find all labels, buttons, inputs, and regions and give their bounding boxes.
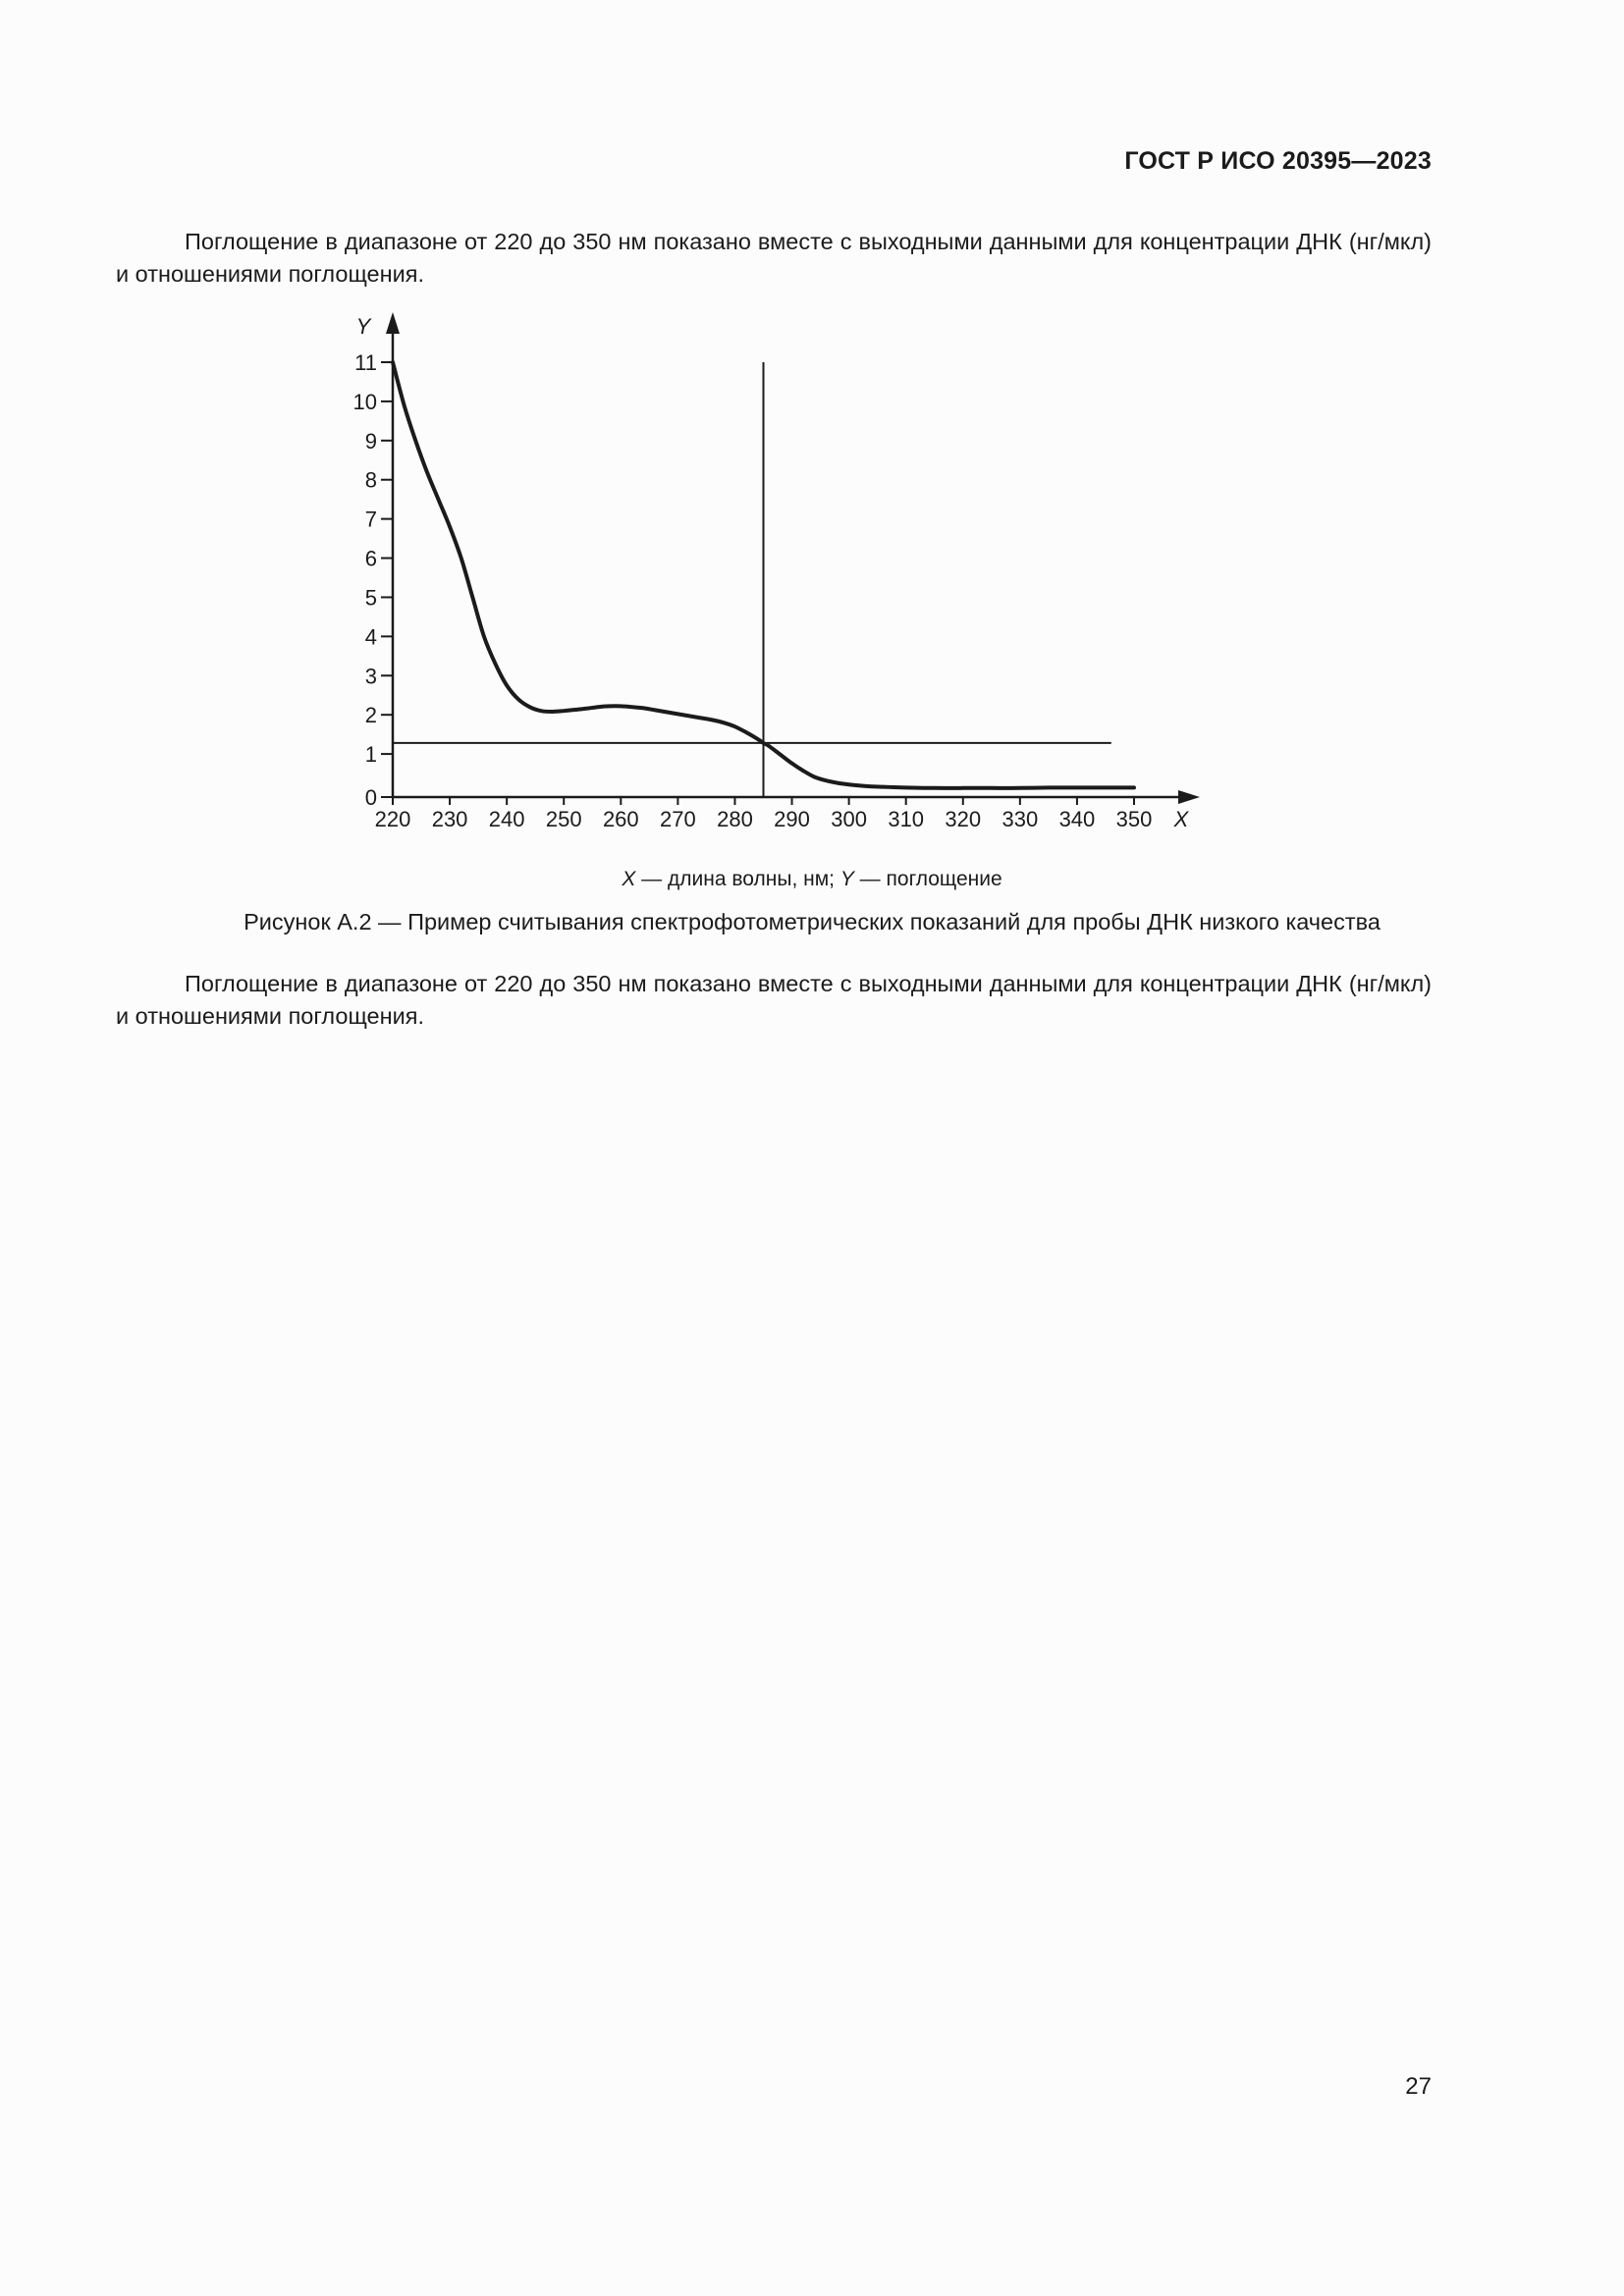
- x-tick-label: 260: [602, 807, 639, 831]
- y-tick-label: 1: [364, 742, 377, 768]
- legend-x-symbol: X: [622, 868, 636, 890]
- follow-paragraph: Поглощение в диапазоне от 220 до 350 нм показано вместе с выходными данными для концентрации ДНК (нг/мкл) и отношениями поглощения.: [116, 971, 1432, 1029]
- page-number: 27: [1405, 2073, 1432, 2100]
- x-tick-label: 340: [1058, 807, 1096, 831]
- figure-legend: [0, 868, 1624, 891]
- y-tick-label: 6: [364, 546, 377, 571]
- x-tick-label: 240: [488, 807, 525, 831]
- legend-y-text: — поглощение: [853, 868, 1002, 890]
- x-tick-label: 270: [660, 807, 696, 831]
- y-tick-label: 10: [352, 389, 377, 414]
- y-axis-arrow: [386, 312, 400, 334]
- y-tick-label: 9: [364, 428, 377, 454]
- x-tick-label: 300: [831, 807, 867, 831]
- y-tick-label: 8: [364, 467, 377, 493]
- x-tick-label: 330: [1001, 807, 1039, 831]
- x-tick-label: 310: [888, 807, 925, 831]
- y-tick-label: 2: [364, 703, 377, 728]
- x-tick-label: 320: [945, 807, 982, 831]
- legend-x-text: — длина волны, нм;: [635, 868, 840, 890]
- y-tick-label: 4: [364, 624, 377, 650]
- x-axis-label: X: [1173, 807, 1189, 831]
- y-axis-label: Y: [355, 314, 371, 339]
- x-axis-arrow: [1178, 790, 1200, 804]
- x-tick-label: 290: [774, 807, 810, 831]
- x-tick-label: 220: [374, 807, 411, 831]
- x-tick-label: 230: [431, 807, 468, 831]
- x-tick-label: 250: [545, 807, 582, 831]
- y-tick-label: 3: [364, 664, 377, 689]
- y-tick-label: 11: [354, 350, 377, 375]
- intro-paragraph: Поглощение в диапазоне от 220 до 350 нм показано вместе с выходными данными для концентрации ДНК (нг/мкл) и отношениями поглощения.: [116, 229, 1432, 287]
- y-tick-label: 7: [364, 507, 377, 532]
- y-tick-label: 5: [364, 585, 377, 611]
- reference-lines: [393, 362, 1111, 797]
- x-tick-label: 280: [717, 807, 753, 831]
- chart-ticks: [353, 350, 1153, 831]
- absorbance-chart: [334, 304, 1218, 854]
- x-tick-label: 350: [1115, 807, 1153, 831]
- figure-caption: Рисунок А.2 — Пример считывания спектрофотометрических показаний для пробы ДНК низкого качества: [244, 909, 1380, 934]
- document-code: ГОСТ Р ИСО 20395—2023: [1124, 147, 1432, 175]
- legend-y-symbol: Y: [839, 868, 854, 890]
- y-tick-label: 0: [364, 785, 377, 810]
